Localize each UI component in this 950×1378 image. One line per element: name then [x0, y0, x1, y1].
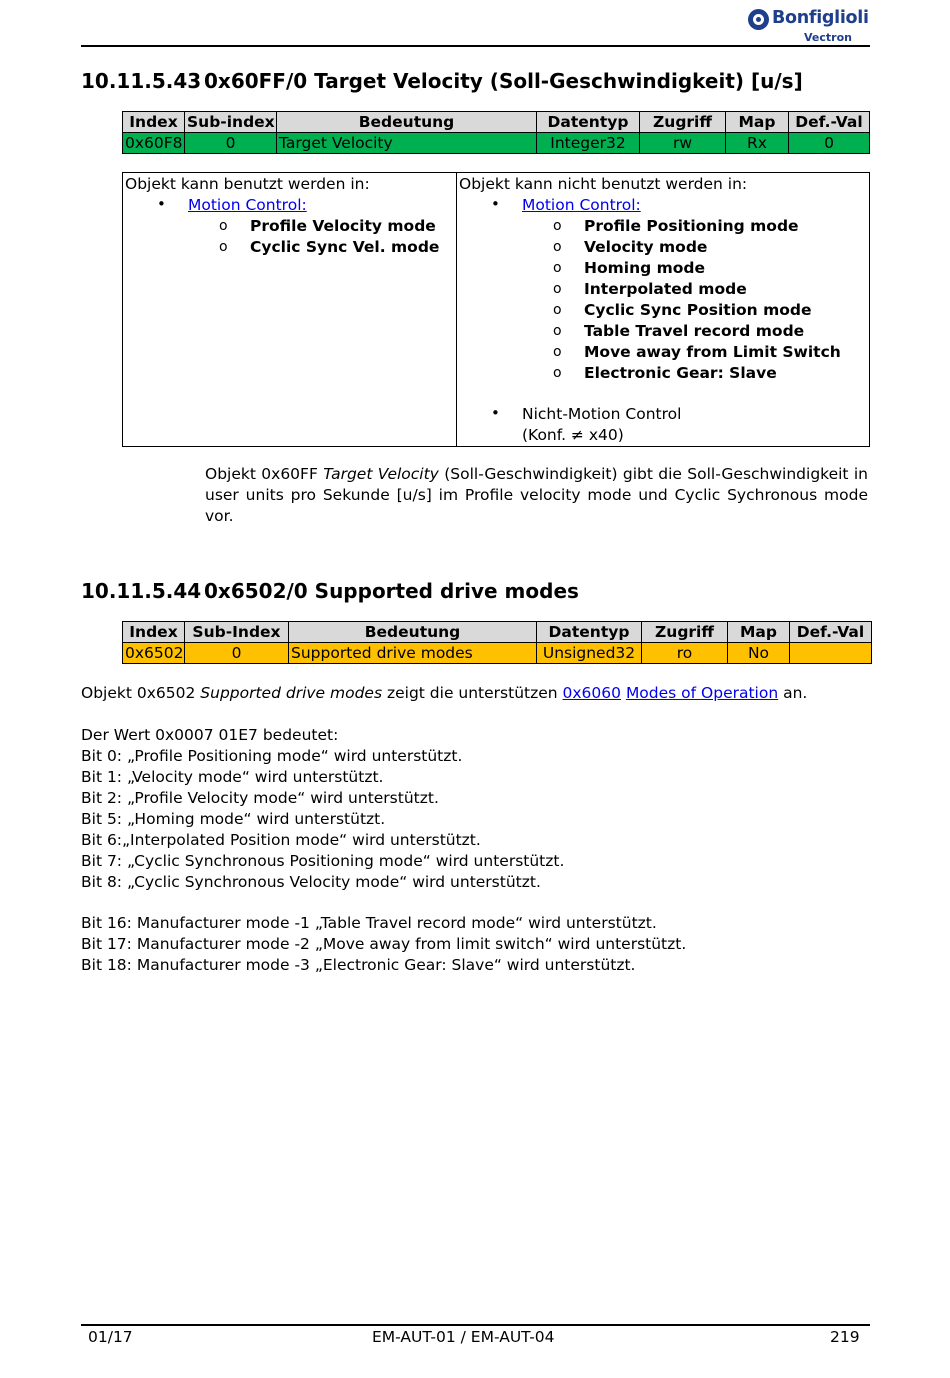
circle-bullet-icon: o	[553, 344, 562, 360]
cell-access: rw	[640, 133, 726, 154]
not-usable-mode-item: Velocity mode	[584, 238, 708, 256]
header-cell: Def.-Val	[790, 622, 872, 643]
cell-map: Rx	[726, 133, 789, 154]
table-header-row	[123, 622, 872, 643]
cell-index: 0x60F8	[123, 133, 185, 154]
circle-bullet-icon: o	[219, 239, 228, 255]
section-number: 10.11.5.44	[81, 579, 202, 603]
not-usable-mode-item: Move away from Limit Switch	[584, 343, 841, 361]
description-text: Objekt 0x60FF	[205, 465, 324, 483]
cell-map: No	[728, 643, 790, 664]
table-row	[123, 133, 870, 154]
intro-text: zeigt die unterstützen	[382, 684, 563, 702]
not-usable-mode-item: Homing mode	[584, 259, 706, 277]
manufacturer-bit-line: Bit 16: Manufacturer mode -1 „Table Travel record mode“ wird unterstützt.	[81, 914, 657, 932]
table-header-row	[123, 112, 870, 133]
header-cell: Sub-Index	[185, 622, 289, 643]
not-usable-mode-item: Table Travel record mode	[584, 322, 805, 340]
usable-heading: Objekt kann benutzt werden in:	[125, 175, 370, 193]
mode-usage-box	[122, 172, 870, 447]
circle-bullet-icon: o	[553, 281, 562, 297]
circle-bullet-icon: o	[553, 323, 562, 339]
bit-line: Bit 7: „Cyclic Synchronous Positioning mode“ wird unterstützt.	[81, 852, 565, 870]
cell-index: 0x6502	[123, 643, 185, 664]
header-cell: Bedeutung	[289, 622, 537, 643]
bullet-icon: •	[157, 195, 166, 213]
target-velocity-description	[205, 464, 868, 527]
intro-text: an.	[778, 684, 808, 702]
not-usable-mode-item: Profile Positioning mode	[584, 217, 799, 235]
bonfiglioli-logo	[748, 8, 870, 46]
not-usable-mode-item: Interpolated mode	[584, 280, 747, 298]
cell-datatype: Unsigned32	[537, 643, 642, 664]
cell-datatype: Integer32	[537, 133, 640, 154]
circle-bullet-icon: o	[553, 302, 562, 318]
object-table-6502	[122, 621, 872, 664]
usable-mode-item: Cyclic Sync Vel. mode	[250, 238, 440, 256]
footer-rule	[81, 1324, 870, 1326]
link-modes-of-operation[interactable]: Modes of Operation	[625, 684, 779, 702]
not-usable-mode-item: Electronic Gear: Slave	[584, 364, 777, 382]
intro-italic: Supported drive modes	[200, 684, 383, 702]
motion-control-link[interactable]: Motion Control:	[522, 196, 641, 214]
header-cell: Map	[726, 112, 789, 133]
not-usable-heading: Objekt kann nicht benutzt werden in:	[459, 175, 748, 193]
header-rule	[81, 45, 870, 47]
intro-text: Objekt 0x6502	[81, 684, 201, 702]
circle-bullet-icon: o	[219, 218, 228, 234]
konf-note: (Konf. ≠ x40)	[522, 426, 624, 444]
cell-subindex: 0	[185, 643, 289, 664]
circle-bullet-icon: o	[553, 218, 562, 234]
header-cell: Zugriff	[640, 112, 726, 133]
bit-line: Bit 2: „Profile Velocity mode“ wird unterstützt.	[81, 789, 439, 807]
bit-line: Bit 6:„Interpolated Position mode“ wird unterstützt.	[81, 831, 481, 849]
header-cell: Def.-Val	[789, 112, 870, 133]
cell-default: 0	[789, 133, 870, 154]
brand-sub-name: Vectron	[804, 31, 852, 44]
section-title: 0x6502/0 Supported drive modes	[204, 579, 579, 603]
cell-default	[790, 643, 872, 664]
header-cell: Map	[728, 622, 790, 643]
header-cell: Bedeutung	[277, 112, 537, 133]
link-0x6060[interactable]: 0x6060	[562, 684, 621, 702]
object-table-60ff	[122, 111, 870, 154]
bit-line: Bit 1: „Velocity mode“ wird unterstützt.	[81, 768, 384, 786]
section-heading-target-velocity	[81, 69, 803, 93]
header-cell: Index	[123, 622, 185, 643]
manufacturer-bit-line: Bit 17: Manufacturer mode -2 „Move away from limit switch“ wird unterstützt.	[81, 935, 687, 953]
section-number: 10.11.5.43	[81, 69, 202, 93]
description-italic: Target Velocity	[323, 465, 439, 483]
not-usable-mode-item: Cyclic Sync Position mode	[584, 301, 812, 319]
supported-modes-intro	[81, 683, 807, 704]
bit-line: Bit 0: „Profile Positioning mode“ wird unterstützt.	[81, 747, 463, 765]
circle-bullet-icon: o	[553, 365, 562, 381]
header-cell: Index	[123, 112, 185, 133]
column-divider	[456, 173, 457, 446]
bit-line: Bit 8: „Cyclic Synchronous Velocity mode“ wird unterstützt.	[81, 873, 541, 891]
footer-doc-id: EM-AUT-01 / EM-AUT-04	[372, 1328, 555, 1346]
table-row	[123, 643, 872, 664]
bullet-icon: •	[491, 404, 500, 422]
value-line: Der Wert 0x0007 01E7 bedeutet:	[81, 726, 339, 744]
header-cell: Datentyp	[537, 112, 640, 133]
circle-bullet-icon: o	[553, 239, 562, 255]
header-cell: Sub-index	[185, 112, 277, 133]
description-text: (Soll-Geschwindigkeit) gibt die Soll-Geschwindigkeit in user units pro Sekunde [u/s] im Profile velocity mode und Cyclic Sychronous mode vor.	[205, 465, 868, 525]
header-cell: Zugriff	[642, 622, 728, 643]
bonfiglioli-logo-icon	[748, 9, 769, 30]
cell-access: ro	[642, 643, 728, 664]
section-heading-supported-drive-modes	[81, 579, 579, 603]
bit-line: Bit 5: „Homing mode“ wird unterstützt.	[81, 810, 386, 828]
cell-subindex: 0	[185, 133, 277, 154]
manufacturer-bit-line: Bit 18: Manufacturer mode -3 „Electronic Gear: Slave“ wird unterstützt.	[81, 956, 636, 974]
footer-date: 01/17	[88, 1328, 133, 1346]
circle-bullet-icon: o	[553, 260, 562, 276]
section-title: 0x60FF/0 Target Velocity (Soll-Geschwindigkeit) [u/s]	[204, 69, 803, 93]
non-motion-control: Nicht-Motion Control	[522, 405, 682, 423]
header-cell: Datentyp	[537, 622, 642, 643]
cell-meaning: Supported drive modes	[289, 643, 537, 664]
brand-name: Bonfiglioli	[772, 8, 869, 28]
footer-page-number: 219	[830, 1328, 860, 1346]
usable-mode-item: Profile Velocity mode	[250, 217, 436, 235]
motion-control-link[interactable]: Motion Control:	[188, 196, 307, 214]
bullet-icon: •	[491, 195, 500, 213]
cell-meaning: Target Velocity	[277, 133, 537, 154]
